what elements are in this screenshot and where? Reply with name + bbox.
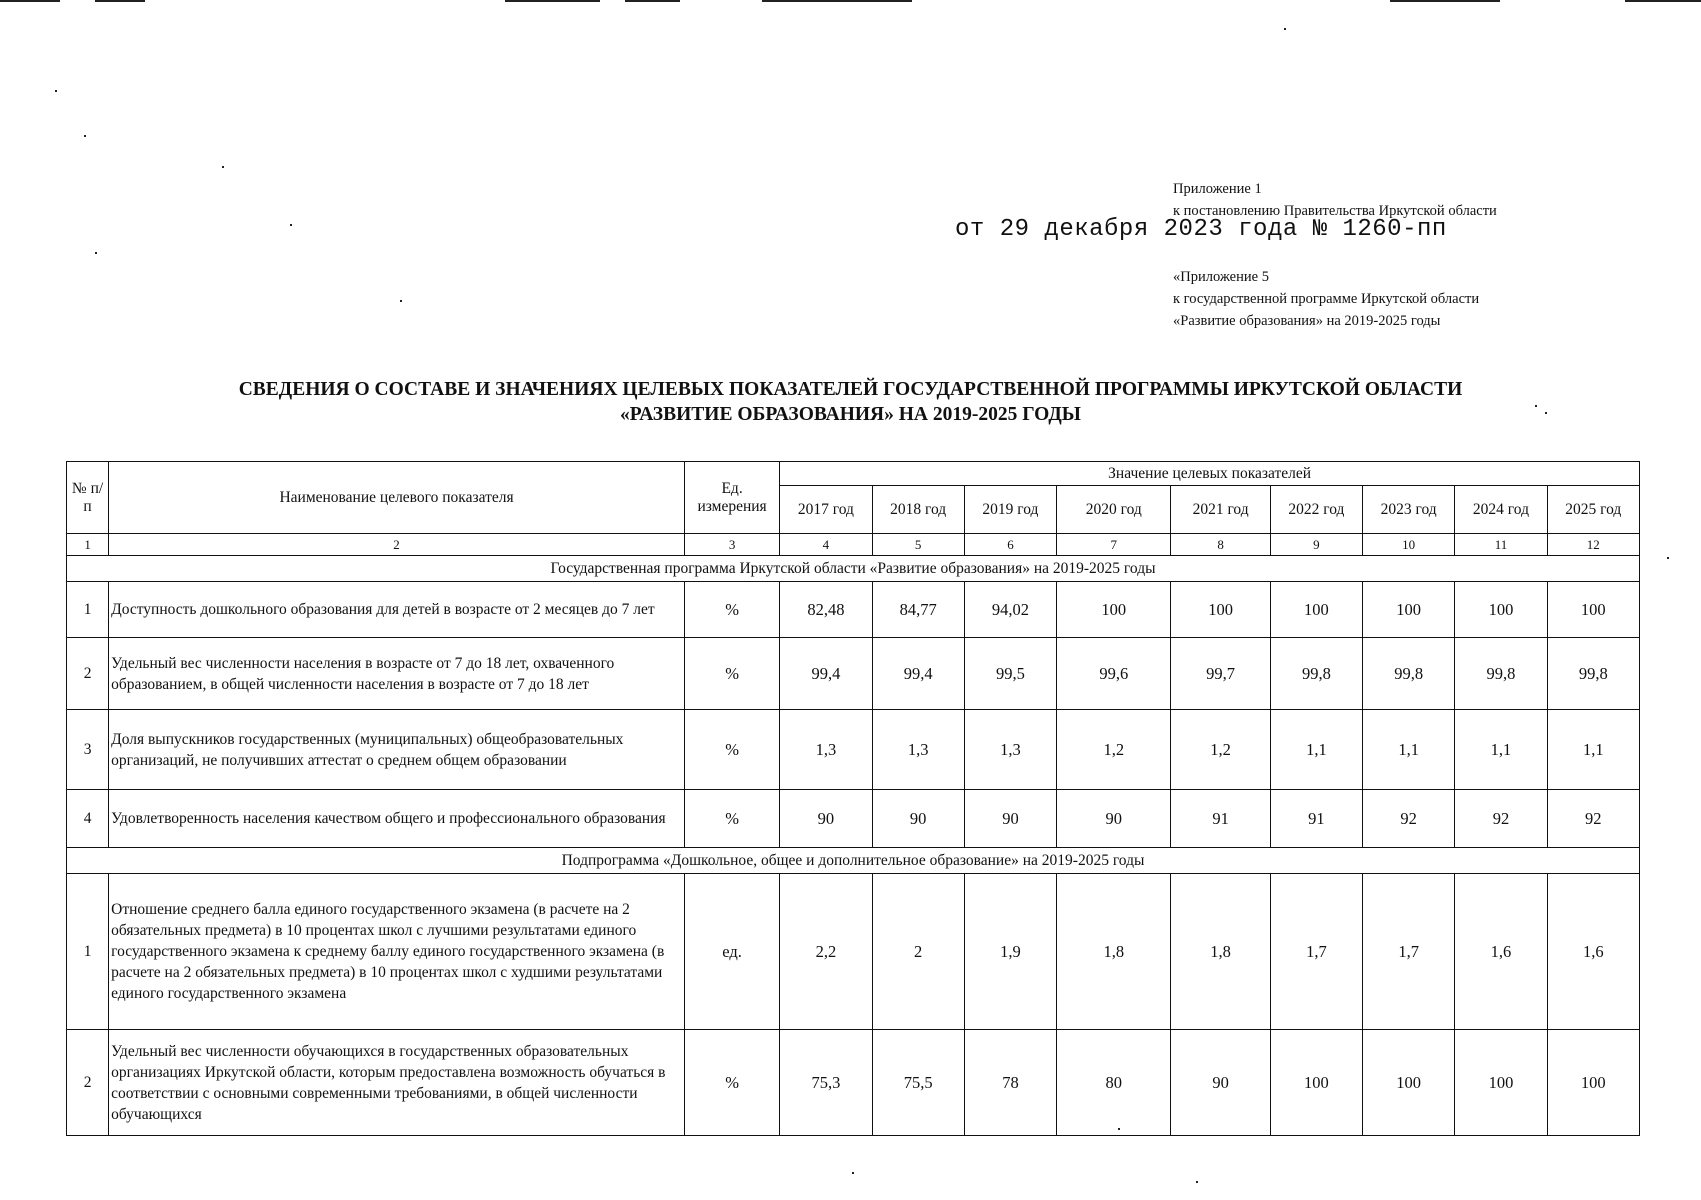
title-line-1: СВЕДЕНИЯ О СОСТАВЕ И ЗНАЧЕНИЯХ ЦЕЛЕВЫХ ПОКАЗАТЕЛЕЙ ГОСУДАРСТВЕННОЙ ПРОГРАММЫ ИРКУТСКОЙ ОБЛАСТИ [238, 379, 1463, 400]
col-name-header: Наименование целевого показателя [109, 462, 685, 534]
indicator-value: 100 [1171, 582, 1270, 638]
scan-speck [84, 135, 86, 137]
column-number: 5 [872, 534, 964, 556]
row-number: 4 [67, 790, 109, 848]
table-row [67, 582, 1640, 638]
row-number: 2 [67, 1030, 109, 1136]
indicator-value: 80 [1057, 1030, 1171, 1136]
indicator-value: 91 [1171, 790, 1270, 848]
scan-line [1625, 0, 1701, 2]
table-body [67, 534, 1640, 1136]
unit: % [684, 710, 779, 790]
indicator-value: 1,2 [1171, 710, 1270, 790]
column-number: 3 [684, 534, 779, 556]
scan-line [1390, 0, 1500, 2]
indicator-value: 90 [1171, 1030, 1270, 1136]
indicator-value: 90 [1057, 790, 1171, 848]
indicator-value: 1,1 [1270, 710, 1362, 790]
indicator-value: 91 [1270, 790, 1362, 848]
col-values-header: Значение целевых показателей [780, 462, 1640, 486]
year-header: 2021 год [1171, 486, 1270, 534]
col-unit-header: Ед. измерения [684, 462, 779, 534]
indicator-value: 84,77 [872, 582, 964, 638]
indicator-name: Удельный вес численности населения в возрасте от 7 до 18 лет, охваченного образованием, в общей численности населения в возрасте от 7 до 18 лет [109, 638, 685, 710]
column-number: 4 [780, 534, 872, 556]
table-row [67, 638, 1640, 710]
table-row [67, 790, 1640, 848]
scan-speck [95, 252, 97, 254]
indicator-value: 100 [1270, 582, 1362, 638]
scan-speck [1196, 1181, 1198, 1183]
indicator-value: 100 [1455, 582, 1547, 638]
indicator-value: 99,8 [1547, 638, 1639, 710]
indicator-value: 2 [872, 874, 964, 1030]
decree-stamp: от 29 декабря 2023 года № 1260-пп [955, 216, 1447, 243]
indicator-value: 1,1 [1547, 710, 1639, 790]
indicator-value: 1,7 [1270, 874, 1362, 1030]
column-number: 11 [1455, 534, 1547, 556]
indicator-value: 90 [964, 790, 1056, 848]
indicator-name: Отношение среднего балла единого государственного экзамена (в расчете на 2 обязательных предмета) в 10 процентах школ с лучшими результатами единого государственного экзамена к среднему баллу единого государственного экзамена (в расчете на 2 обязательных предмета) в 10 процентах школ с худшими результатами единого государственного экзамена [109, 874, 685, 1030]
table-row [67, 710, 1640, 790]
indicator-value: 1,8 [1171, 874, 1270, 1030]
indicator-value: 99,4 [872, 638, 964, 710]
column-number: 7 [1057, 534, 1171, 556]
indicator-value: 2,2 [780, 874, 872, 1030]
column-number: 2 [109, 534, 685, 556]
unit: % [684, 1030, 779, 1136]
unit: ед. [684, 874, 779, 1030]
indicator-value: 92 [1547, 790, 1639, 848]
unit: % [684, 638, 779, 710]
unit: % [684, 790, 779, 848]
column-number: 12 [1547, 534, 1639, 556]
column-number: 8 [1171, 534, 1270, 556]
scan-speck [290, 224, 292, 226]
indicator-value: 1,7 [1363, 874, 1455, 1030]
document-title [0, 377, 1701, 427]
indicator-name: Доступность дошкольного образования для детей в возрасте от 2 месяцев до 7 лет [109, 582, 685, 638]
year-header: 2018 год [872, 486, 964, 534]
scan-speck [222, 166, 224, 168]
column-number: 1 [67, 534, 109, 556]
indicator-value: 100 [1363, 1030, 1455, 1136]
table-row [67, 874, 1640, 1030]
section-row [67, 848, 1640, 874]
column-number-row [67, 534, 1640, 556]
indicator-value: 99,4 [780, 638, 872, 710]
indicator-value: 94,02 [964, 582, 1056, 638]
scan-line [505, 0, 600, 2]
indicator-value: 1,3 [964, 710, 1056, 790]
indicator-value: 1,3 [780, 710, 872, 790]
indicator-value: 99,8 [1363, 638, 1455, 710]
appendix5-block [1173, 266, 1479, 332]
indicators-table [66, 461, 1640, 1136]
scan-line [0, 0, 60, 2]
indicator-value: 75,3 [780, 1030, 872, 1136]
indicator-value: 1,3 [872, 710, 964, 790]
appendix5-program: «Развитие образования» на 2019-2025 годы [1173, 313, 1441, 329]
column-number: 9 [1270, 534, 1362, 556]
appendix1-label: Приложение 1 [1173, 181, 1262, 197]
indicator-name: Доля выпускников государственных (муниципальных) общеобразовательных организаций, не получивших аттестат о среднем общем образовании [109, 710, 685, 790]
indicator-value: 92 [1363, 790, 1455, 848]
title-line-2: «РАЗВИТИЕ ОБРАЗОВАНИЯ» НА 2019-2025 ГОДЫ [620, 404, 1081, 425]
indicator-value: 99,6 [1057, 638, 1171, 710]
scan-speck [1284, 28, 1286, 30]
section-title: Государственная программа Иркутской области «Развитие образования» на 2019-2025 годы [67, 556, 1640, 582]
indicator-name: Удовлетворенность населения качеством общего и профессионального образования [109, 790, 685, 848]
indicator-value: 99,8 [1270, 638, 1362, 710]
table-row [67, 1030, 1640, 1136]
indicator-value: 100 [1270, 1030, 1362, 1136]
section-title: Подпрограмма «Дошкольное, общее и дополнительное образование» на 2019-2025 годы [67, 848, 1640, 874]
row-number: 1 [67, 874, 109, 1030]
indicator-value: 1,1 [1363, 710, 1455, 790]
appendix5-label: «Приложение 5 [1173, 269, 1269, 285]
year-header: 2019 год [964, 486, 1056, 534]
indicator-value: 92 [1455, 790, 1547, 848]
year-header: 2020 год [1057, 486, 1171, 534]
indicator-value: 1,8 [1057, 874, 1171, 1030]
scan-line [95, 0, 145, 2]
indicator-value: 99,7 [1171, 638, 1270, 710]
indicator-name: Удельный вес численности обучающихся в государственных образовательных организациях Иркутской области, которым предоставлена возможность обучаться в соответствии с основными современными требованиями, в общей численности обучающихся [109, 1030, 685, 1136]
indicator-value: 1,9 [964, 874, 1056, 1030]
indicator-value: 90 [780, 790, 872, 848]
appendix1-to: к постановлению Правительства Иркутской области [1173, 203, 1497, 219]
indicator-value: 90 [872, 790, 964, 848]
indicator-value: 99,5 [964, 638, 1056, 710]
unit: % [684, 582, 779, 638]
appendix5-to: к государственной программе Иркутской области [1173, 291, 1480, 307]
section-row [67, 556, 1640, 582]
indicator-value: 100 [1363, 582, 1455, 638]
indicator-value: 100 [1057, 582, 1171, 638]
scan-line [625, 0, 680, 2]
year-header: 2022 год [1270, 486, 1362, 534]
row-number: 3 [67, 710, 109, 790]
indicator-value: 75,5 [872, 1030, 964, 1136]
column-number: 10 [1363, 534, 1455, 556]
indicator-value: 1,6 [1455, 874, 1547, 1030]
scan-speck [852, 1172, 854, 1174]
indicator-value: 1,6 [1547, 874, 1639, 1030]
scan-speck [400, 300, 402, 302]
indicator-value: 99,8 [1455, 638, 1547, 710]
column-number: 6 [964, 534, 1056, 556]
indicator-value: 1,2 [1057, 710, 1171, 790]
year-header: 2023 год [1363, 486, 1455, 534]
indicator-value: 100 [1455, 1030, 1547, 1136]
indicator-value: 78 [964, 1030, 1056, 1136]
indicator-value: 100 [1547, 582, 1639, 638]
year-header: 2025 год [1547, 486, 1639, 534]
scan-speck [1667, 557, 1669, 559]
year-header: 2017 год [780, 486, 872, 534]
row-number: 2 [67, 638, 109, 710]
scan-speck [55, 90, 57, 92]
year-header: 2024 год [1455, 486, 1547, 534]
row-number: 1 [67, 582, 109, 638]
indicator-value: 82,48 [780, 582, 872, 638]
col-no-header: № п/п [67, 462, 109, 534]
scan-line [762, 0, 912, 2]
indicator-value: 1,1 [1455, 710, 1547, 790]
indicator-value: 100 [1547, 1030, 1639, 1136]
